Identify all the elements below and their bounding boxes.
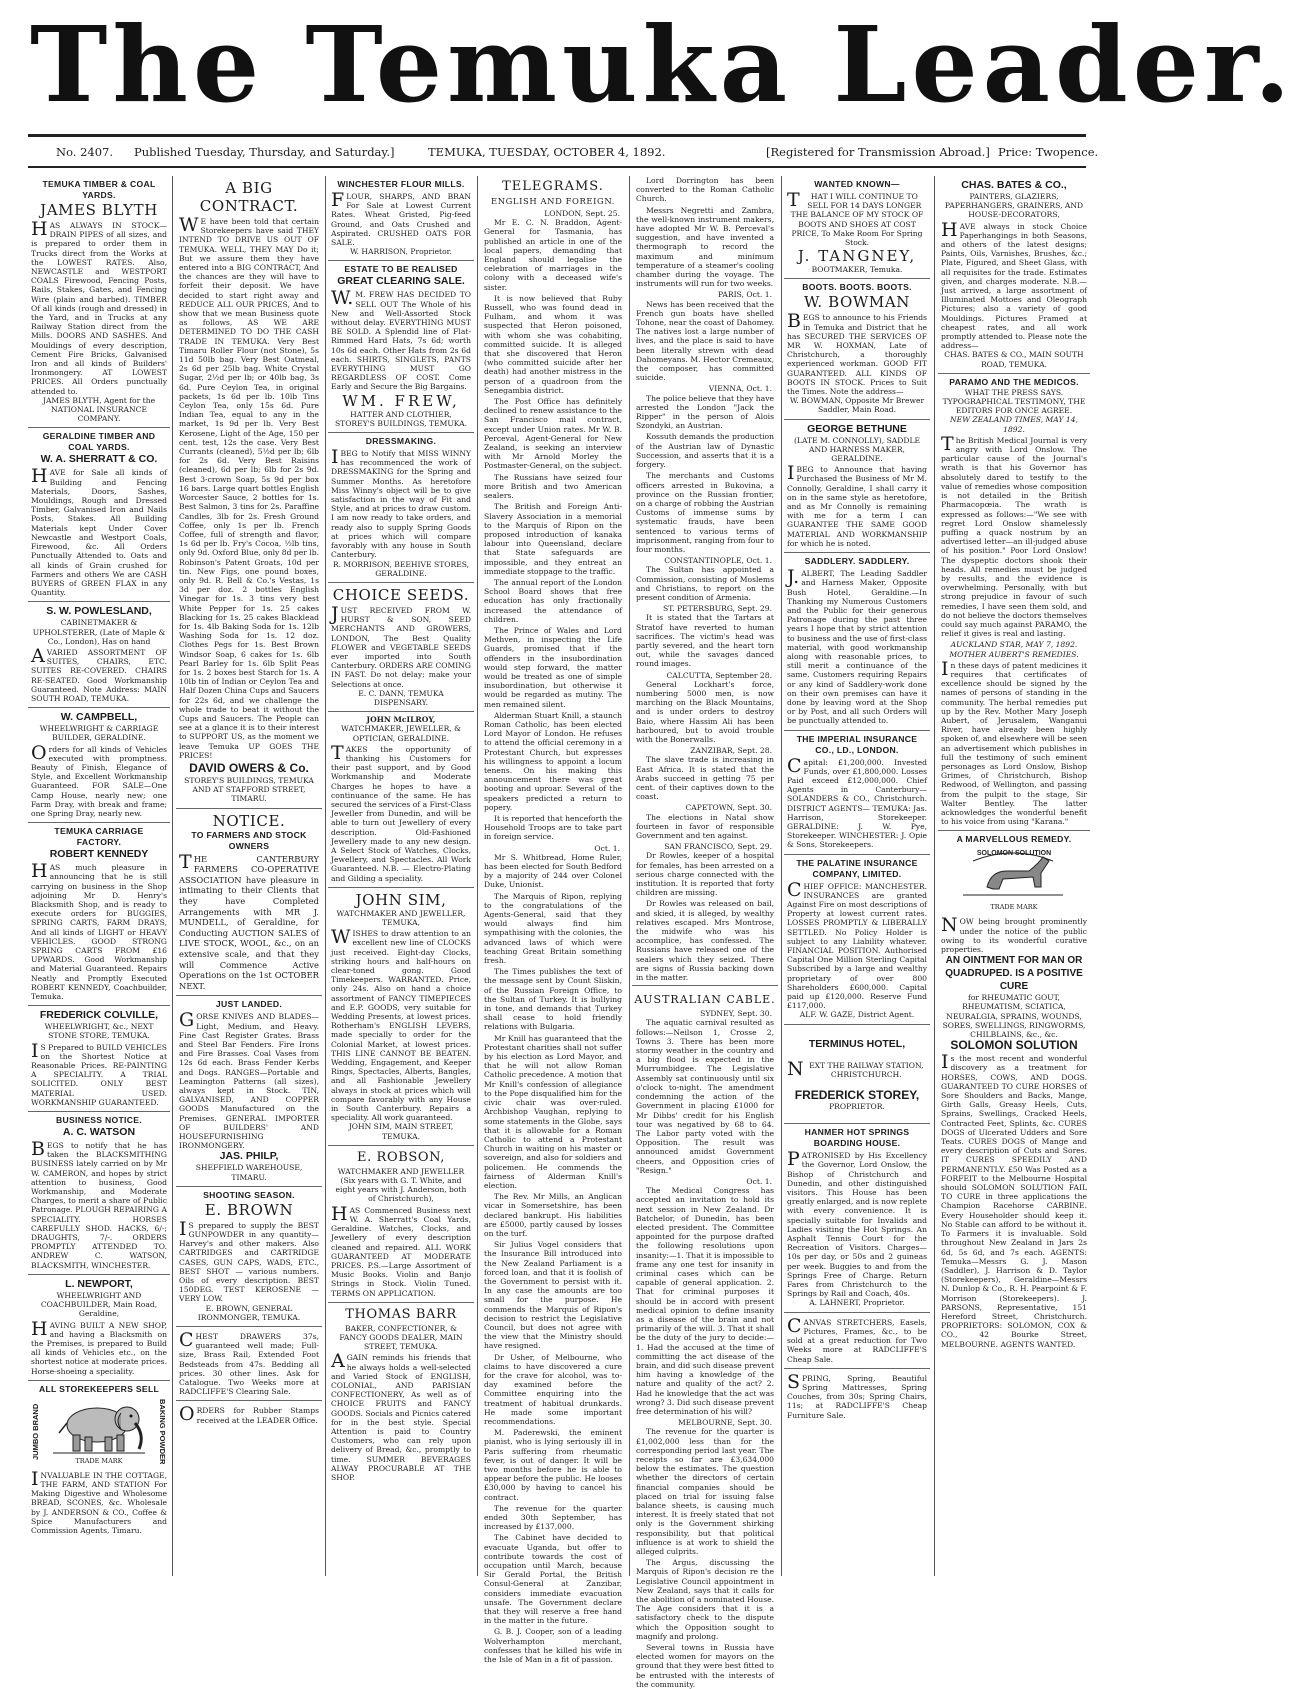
advert-paramo: [938, 374, 1090, 832]
advert-tangney: [784, 176, 930, 279]
advert-subheading: GREAT CLEARING SALE.: [337, 275, 465, 288]
advert-text: IBEG to Announce that having Purchased the Business of Mr M. Connolly, Geraldine, I shall carry it on in the same style as heretofore, and as Mr Connolly is remaining with me for a term I can GUARANTEE THE SAME GOOD MATERIAL AND WORKMANSHIP for which he is noted.: [787, 462, 927, 548]
advert-heading: JUST LANDED.: [215, 999, 283, 1010]
news-paragraph: Mr S. Whitbread, Home Ruler, has been elected for South Bedford by a majority of 244 over Colonel Duke, Unionist.: [484, 852, 622, 890]
advert-kennedy: [28, 823, 170, 1006]
advert-text: IS prepared to supply the BEST GUNPOWDER in any quantity—Harvey's and other makers. Also CARTRIDGES and CARTRIDGE CASES, GUN CAPS, WADS, ETC., BEST SHOT — various numbers. Oils of every description. BEST 150DEG. TEST KEROSENE — VERY LOW.: [179, 1217, 319, 1304]
advert-hanmer-springs: [784, 1124, 930, 1312]
advert-signature: W. HARRISON, Proprietor.: [350, 247, 452, 257]
advert-heading: THE PALATINE INSURANCE COMPANY, LIMITED.: [796, 857, 918, 879]
news-paragraph: Mr E. C. N. Braddon, Agent-General for Tasmania, has published an article in one of the local papers, demanding that England should legalise the celebration of marriages in the colony with a deceased wife's sister.: [484, 218, 622, 292]
advert-heading: BOOTS. BOOTS. BOOTS.: [802, 282, 912, 293]
advert-robson: [328, 1146, 474, 1303]
advert-signature: ALF. W. GAZE, District Agent.: [799, 1010, 915, 1020]
advert-subheading: WATCHMAKER, JEWELLER, & OPTICIAN, GERALDINE.: [341, 724, 461, 743]
advert-heading: BUSINESS NOTICE.: [56, 1115, 142, 1126]
advert-signature: BOOTMAKER, Temuka.: [811, 265, 903, 275]
news-paragraph: The Medical Congress has accepted an invitation to hold its next session in New Zealand. Dr Batchelor, of Dunedin, has been elected president. The Committee appointed for the purpose drafted the following resolutions upon insanity:—1. That it is impossible to frame any one test for insanity in criminal cases which can be capable of general application. 2. That for criminal purposes it should be in accord with present medical opinion to define insanity as a disease of the brain and not primarily of the will. 3. That it shall be the duty of the jury to decide:—1. Had the accused at the time of committing the act disease of the brain, and did such disease prevent him having a knowledge of the nature and quality of the act? 2. Had he knowledge that the act was wrong? 3. Did such disease prevent free determination of his will?: [636, 1186, 774, 1416]
advert-heading: A MARVELLOUS REMEDY.: [956, 834, 1072, 845]
advert-text: IS Prepared to BUILD VEHICLES on the Shortest Notice at Reasonable Prices. RE-PAINTING A SPECIALITY. A TRIAL SOLICITED. ONLY BEST MATERIAL USED. WORKMANSHIP GUARANTEED.: [31, 1039, 167, 1107]
column-5: [632, 176, 778, 1689]
advert-text: W.M. FREW HAS DECIDED TO SELL OUT The Whole of his New and Well-Assorted Stock without delay. EVERYTHING MUST BE SOLD. A Splendid line of Flat-Rimmed Hard Hats, 7s 6d; worth 10s 6d each. Other Hats from 2s 6d each. SHIRTS, SINGLETS, PANTS EVERYTHING MUST GO REGARDLESS OF COST. Come Early and Secure the Big Bargains.: [331, 287, 471, 392]
advert-text: HAS ALWAYS IN STOCK— DRAIN PIPES of all sizes, and is prepared to order them in Trucks direct from the Works at the LOWEST RATES. Also, NEWCASTLE and WESTPORT COALS Firewood, Fencing Posts, Rails, Stakes, Gates, and Fencing Wire (plain and barbed). TIMBER Of all kinds (rough and dressed) in the Yard, and in Trucks at any Railway Station direct from the Mills. DOORS AND SASHES. And Mouldings of every description, Cement Fire Bricks, Galvanised Iron and all kinds of Builders' Ironmongery. AT LOWEST PRICES. All Orders punctually attended to.: [31, 218, 167, 396]
masthead: [0, 0, 1295, 132]
section-heading-australian-cable: AUSTRALIAN CABLE.: [634, 993, 776, 1007]
advert-terminus-hotel: [784, 1025, 930, 1125]
advertiser-name: THOMAS BARR: [345, 1306, 457, 1322]
trade-mark-caption: TRADE MARK: [75, 1456, 123, 1465]
advert-subheading: BAKER, CONFECTIONER, & FANCY GOODS DEALER, MAIN STREET, TEMUKA.: [339, 1323, 463, 1352]
column-4: [480, 176, 626, 1665]
advert-subheading: WATCHMAKER AND JEWELLER (Six years with G. T. White, and eight years with J. Anderson, both of Christchurch),: [335, 1166, 467, 1204]
advert-signature: SHEFFIELD WAREHOUSE, TIMARU.: [195, 1163, 303, 1182]
advert-text: INVALUABLE IN THE COTTAGE, THE FARM, AND STATION For Making Digestive and Wholesome BREAD, SCONES, &c. Wholesale by J. ANDERSON & CO., Coffee & Spice Manufacturers and Commission Agents, Timaru.: [31, 1467, 167, 1535]
advert-watson: [28, 1112, 170, 1275]
advert-solomon-solution: [938, 831, 1090, 1352]
advert-subheading: WHAT THE PRESS SAYS. TYPOGRAPHICAL TESTIMONY, THE EDITORS FOR ONCE AGREE.: [942, 387, 1086, 416]
advert-sherratt: [28, 428, 170, 602]
advert-just-landed: [176, 996, 322, 1186]
solomon-logo-label: SOLOMON SOLUTION: [976, 850, 1052, 858]
advert-text: Capital: £1,200,000. Invested Funds, over £1,800,000. Losses Paid exceed £12,000,000. Chief Agents in Canterbury—SOLANDERS & CO., Christchurch. DISTRICT AGENTS— TEMUKA: Jas. Harrison, Storekeeper. GERALDINE: J. W. Pye, Storekeeper. WINCHESTER: J. Opie & Sons, Storekeepers.: [787, 754, 927, 850]
advert-text: for RHEUMATIC GOUT, RHEUMATISM, SCIATICA, NEURALGIA, SPRAINS, WOUNDS, SORES, SWELLINGS, RINGWORMS, CHILBLAINS, &c., &c.: [942, 993, 1086, 1040]
advert-subheading: WATCHMAKER AND JEWELLER, TEMUKA,: [336, 908, 466, 927]
jumbo-trade-mark: [31, 1395, 167, 1469]
advert-text: The British Medical Journal is very angry with Lord Onslow. The particular cause of the Journal's wrath is that his Governor has absolutely dared to testify to the value of remedies whose composition is not detailed in the British Pharmacopœia. The wrath is expressed as follows:—"We see with regret Lord Onslow shamelessly puffing a quack nostrum by an advertised letter—an ill-judged abuse of his position." Poor Lord Onslow! The dyspeptic doctors shook their heads. All remedies must be judged by results, and the evidence is overwhelming. Personally, with but strong prejudice in favour of such remedies, I have seen them sold, and do not believe the doctors themselves could say much against PARAMO, the relief it gives is real and lasting.: [941, 432, 1087, 639]
issue-number: No. 2407.: [56, 145, 114, 159]
newspaper-title: The Temuka Leader.: [30, 3, 1295, 126]
advert-imperial-insurance: [784, 731, 930, 855]
solomon-trade-mark: [941, 845, 1087, 915]
advert-text: TAKES the opportunity of thanking his Customers for their past support, and by Good Workmanship and Moderate Charges he hopes to have a continuance of the same. He has secured the services of a First-Class Jeweller from Dunedin, and will be able to turn out Jewellery of every description. Old-Fashioned Jewellery made to any new design. A Select Stock of Watches, Clocks, Jewellery, and Spectacles. All Work Guaranteed. N.B. — Electro-Plating and Gilding a speciality.: [331, 741, 471, 883]
telegram-dateline: CAPETOWN, Sept. 30.: [685, 803, 772, 813]
advert-heading: A BIG CONTRACT.: [199, 179, 299, 215]
news-paragraph: It is stated that the Tartars at Stratof have reverted to human sacrifices. The victim's head was partly severed, and the heart torn out, while the savages danced round images.: [636, 613, 774, 669]
telegram-dateline: LONDON, Sept. 25.: [544, 209, 620, 218]
advert-big-contract: [176, 176, 322, 809]
dateline-rule: [28, 166, 1086, 168]
news-paragraph: General Lockhart's force, numbering 5000 men, is now marching on the Black Mountains, and is under orders to destroy Baio, where Hassim Ali has been harboured, but to avoid trouble with the Bonerwalls.: [636, 679, 774, 744]
advertiser-name: E. BROWN: [204, 1200, 294, 1219]
advert-spring-mattresses: [784, 1369, 930, 1424]
advert-text: NOW being brought prominently under the notice of the public owing to its wonderful curative properties.: [941, 914, 1087, 955]
price: Price: Twopence.: [998, 145, 1099, 159]
news-paragraph: The Marquis of Ripon, replying to the congratulations of the Agents-General, said that they would always find him sympathising with the colonies, the advanced laws of which were teaching Great Britain something fresh.: [484, 891, 622, 966]
news-paragraph: The Cabinet have decided to evacuate Uganda, but offer to contribute towards the cost of occupation until March, because Sir Gerald Portal, the British Consul-General at Zanzibar, considers immediate evacuation unsafe. The Government declare that they will reserve a free hand in the matter in the future.: [484, 1533, 622, 1626]
advertiser-name: JAS. PHILP,: [219, 1150, 279, 1163]
advert-heading: CHOICE SEEDS.: [332, 585, 470, 604]
advert-heading: TEMUKA CARRIAGE FACTORY.: [54, 826, 144, 848]
baking-powder-label: BAKING POWDER: [158, 1399, 167, 1465]
telegrams-continued: [632, 176, 778, 982]
advert-text: BEGS to notify that he has taken the BLACKSMITHING BUSINESS lately carried on by Mr W. CAMERON, and hopes by strict attention to business, Good Workmanship, and Moderate Charges, to merit a share of Public Patronage. PLOUGH REPAIRING A SPECIALITY. HORSES CAREFULLY SHOD. HACKS, 6/-; DRAUGHTS, 7/-. ORDERS PROMPTLY ATTENDED TO. ANDREW C. WATSON, BLACKSMITH, WINCHESTER.: [31, 1138, 167, 1270]
advert-text: HAS much pleasure in announcing that he is still carrying on business in the Shop adjoining Mr D. Henry's Blacksmith Shop, and is ready to execute orders for BUGGIES, SPRING CARTS, FARM DRAYS, And all kinds of LIGHT or HEAVY VEHICLES. GOOD STRONG SPRING CARTS FROM £16 UPWARDS. Good Workmanship and Material Guaranteed. Repairs Neatly and Promptly Executed ROBERT KENNEDY, Coachbuilder, Temuka.: [31, 860, 167, 1002]
advertiser-name: WM. FREW,: [342, 391, 460, 410]
advert-signature: R. MORRISON, BEEHIVE STORES, GERALDINE.: [332, 559, 470, 578]
advert-subheading: CABINETMAKER & UPHOLSTERER, (Late of Maple & Co., London), Has on hand: [32, 618, 166, 646]
news-paragraph: The Times publishes the text of the message sent by Count Sliskin, of the Russian Foreign Office, to the Sultan of Turkey. It is bullying in tone, and demands that Turkey shall cease to hold friendly relations with Bulgaria.: [484, 967, 622, 1032]
advert-chas-bates: [938, 176, 1090, 374]
advert-text: ORDERS for Rubber Stamps received at the LEADER Office.: [179, 1403, 319, 1426]
advert-heading: NOTICE.: [212, 811, 286, 830]
advertiser-name: FREDERICK COLVILLE,: [39, 1009, 159, 1022]
advert-text: HAVE always in stock Choice Paperhangings in both Seasons, and others of the latest designs; Paints, Oils, Varnishes, Brushes, &c.; Plate, Figured, and Sheet Glass, with all requisites for the trade. Estimates given, and charges moderate. N.B.—Just arrived, a large assortment of Illuminated Mottoes and Oleograph Pictures; also a variety of good Mouldings. Pictures Framed at cheapest rates, and all work promptly attended to. Please note the address—: [941, 218, 1087, 351]
news-paragraph: The Sultan has appointed a Commission, consisting of Moslems and Christians, to report on the present condition of Armenia.: [636, 565, 774, 602]
news-paragraph: Dr Rowles was released on bail, and skied, it is alleged, by wealthy relatives escaped. Mrs Montrose, the midwife who was his accomplice, has confessed. The Russians have released one of the sealers which they seized. There are signs of Russia backing down in the matter.: [636, 899, 774, 983]
advert-signature: W. BOWMAN, Opposite Mr Brewer Saddler, Main Road.: [789, 396, 925, 415]
advert-text: CANVAS STRETCHERS, Easels, Pictures, Frames, &c., to be sold at a great reduction for Two Weeks more at RADCLIFFE'S Cheap Sale.: [787, 1314, 927, 1364]
news-paragraph: It is reported that henceforth the Household Troops are to take part in foreign service.: [484, 814, 622, 842]
advert-bethune: [784, 420, 930, 553]
dateline: [56, 141, 1099, 163]
section-divider: [632, 985, 778, 986]
advert-powlesland: [28, 602, 170, 708]
telegram-dateline: Oct. 1.: [594, 843, 620, 853]
advert-signature: HATTER AND CLOTHIER, STOREY'S BUILDINGS, TEMUKA.: [334, 409, 468, 428]
telegram-dateline: SYDNEY, Sept. 30.: [700, 1009, 772, 1019]
advert-text: AGAIN reminds his friends that he always holds a well-selected and Varied Stock of ENGLISH, COLONIAL, AND PARISIAN CONFECTIONERY, As well as of CHOICE FRUITS and FANCY GOODS. Socials and Picnics catered for in the best style. Special Attention is paid to Country Customers, who can rely upon delivery of Bread, &c., promptly to time. SUMMER BEVERAGES ALWAY PROCURABLE AT THE SHOP.: [331, 1350, 471, 1482]
news-paragraph: News has been received that the French gun boats have shelled Tohone, near the coast of Dahomey. The natives lost a large number of lives, and the place is said to have been literally strewn with dead Dahomeyans. M. Hector Cremeaux, the composer, has committed suicide.: [636, 299, 774, 383]
australian-cable-body: [632, 1009, 778, 1689]
telegram-dateline: MELBOURNE, Sept. 30.: [678, 1418, 772, 1428]
news-paragraph: The Russians have seized four more British and two American sealers.: [484, 472, 622, 501]
advert-signature: E. C. DANN, TEMUKA DISPENSARY.: [358, 688, 444, 707]
news-paragraph: The Prince of Wales and Lord Methven, in inspecting the Life Guards, promised that if the offenders in the insubordination would step forward, the matter would be treated as one of simple insubordination, but otherwise it would be regarded as mutiny. The men remained silent.: [484, 625, 622, 709]
advert-newport: [28, 1275, 170, 1381]
advert-subheading: WHEELWRIGHT AND COACHBUILDER, Main Road, Geraldine,: [40, 1290, 158, 1319]
advert-heading: TEMUKA TIMBER & COAL YARDS.: [42, 179, 156, 200]
advert-canvas-stretchers: [784, 1313, 930, 1369]
advert-subheading: (LATE M. CONNOLLY), SADDLE AND HARNESS MAKER, GERALDINE.: [793, 435, 921, 464]
advert-colville: [28, 1006, 170, 1112]
news-paragraph: The revenue for the quarter is £1,002,000 less than for the corresponding period last year. The receipts so far are £3,634,000 below the estimates. The question whether the directors of certain financial companies should be placed on trial for issuing false balance sheets, is causing much interest. It is freely stated that not only is the Government shirking responsibility, but that political influence is at work to shield the alleged culprits.: [636, 1427, 774, 1557]
advertiser-name: ROBERT KENNEDY: [49, 848, 149, 861]
column-7: [938, 176, 1090, 1576]
advert-text: HAVE for Sale all kinds of Building and Fencing Materials, Doors, Sashes, Mouldings, Rough and Dressed Timber, Galvanised Iron and Nails Posts, Stakes. All Building Materials kept Under Cover Newcastle and Westport Coals, Firewood, &c. All Orders Punctually Attended to. Oats and all kinds of Grain crushed for Farmers and others We are CASH BUYERS of GREEN FLAX in any Quantity.: [31, 465, 167, 598]
advert-text: WISHES to draw attention to an excellent new line of CLOCKS just received. Eight-day Clocks, striking hours and half-hours on clear-toned gong. Good Timekeepers. WARRANTED. Price, only 24s. Also on hand a choice assortment of FANCY TIMEPIECES and E.P. GOODS, very suitable for Wedding Presents, at lowest prices. Rotherham's ENGLISH LEVERS, made specially to order for the Colonial Market, at lowest prices. THIS LINE CANNOT BE BEATEN. Wedding, Engagement, and Keeper Rings, Spectacles, Alberts, Bangles, and all Fashionable Jewellery always in stock at prices which will compare favorably with any House in South Canterbury. Repairs a speciality. All work guaranteed.: [331, 926, 471, 1123]
column-3: [328, 176, 474, 1576]
advert-signature: PROPRIETOR.: [829, 1102, 885, 1112]
section-subheading: ENGLISH AND FOREIGN.: [490, 196, 615, 206]
advert-text: CHIEF OFFICE: MANCHESTER. INSURANCES are granted Against Fire on most descriptions of Property at lowest current rates. LOSSES PROMPTLY & LIBERALLY SETTLED. No Policy Holder is subject to any Liability whatever. FINANCIAL POSITION. Authorised Capital One Million Sterling Capital Subscribed by a large and wealthy proprietary of over 800 Shareholders £600,000. Capital paid up £120,000. Reserve Fund £117,000.: [787, 878, 927, 1011]
advertiser-name: W. BOWMAN: [803, 293, 911, 312]
advert-text: PATRONISED by His Excellency the Governor, Lord Onslow, the Bishop of Christchurch and Dunedin, and other distinguished visitors. This House has been greatly enlarged, and is now replete with every convenience. It is specially suitable for Invalids and Ladies visiting the Hot Springs. An Asphalt Tennis Court for the Recreation of Visitors. Charges—10s per day, or 50s and 2 guineas per week. Buggies to and from the Springs Free of Charge. Return Fares from Christchurch to the Springs by Rail and Coach, 40s.: [787, 1148, 927, 1299]
advert-rubber-stamps: [176, 1401, 322, 1428]
advert-heading: HANMER HOT SPRINGS BOARDING HOUSE.: [804, 1127, 910, 1149]
advert-heading: GERALDINE TIMBER AND COAL YARDS.: [42, 431, 156, 453]
news-paragraph: It is now believed that Ruby Russell, who was found dead in Fulham, and whom it was suspected that Heron poisoned, with whom she was cohabiting, committed suicide. It is alleged that she discovered that Heron (who committed suicide after her death) had another mistress in the person of a quadroon from the Senegambia district.: [484, 293, 622, 395]
advert-text: THAT I WILL CONTINUE TO SELL FOR 14 DAYS LONGER THE BALANCE OF MY STOCK OF BOOTS AND SHOES AT COST PRICE, To Make Room For Spring Stock.: [787, 189, 924, 248]
advert-jumbo-brand: [28, 1381, 170, 1539]
masthead-rule: [28, 134, 1086, 137]
news-paragraph: Messrs Negretti and Zambra, the well-known instrument makers, have adopted Mr W. B. Perceval's suggestion, and have invented a thermograph to record the maximum and minimum temperature of a steamer's cooling chamber during the voyage. The instruments will run for two weeks.: [636, 205, 774, 289]
advertiser-name: W. A. SHERRATT & CO.: [40, 453, 158, 466]
advertiser-name: J. TANGNEY,: [797, 247, 917, 266]
advert-campbell: [28, 708, 170, 823]
registration-note: [Registered for Transmission Abroad.]: [766, 145, 990, 159]
advertiser-name: JOHN SIM,: [355, 890, 447, 909]
advert-text: WE have been told that certain Storekeepers have said THEY INTEND TO DRIVE US OUT OF TEMUKA. WELL, THEY MAY Do it; But we assure them they have entered into a BIG CONTRACT, And the chances are they will have to forfeit their deposit. We have decided to start right away and REDUCE ALL OUR PRICES, And to show that we mean Business quote as follows, AS WE ARE DETERMINED TO DO THE CASH TRADE IN TEMUKA. Very Best Timaru Roller Flour (not Stone), 5s 11d 50lb bag. Very Best Oatmeal, 2s 6d per 25lb bag. White Crystal Sugar, 2½d per lb; or 40lb bag, 3s 6d. Pure Ceylon Tea, in original packets, 1s 6d per lb. 10lb Tins Ceylon Tea, only 15s 6d. Pure Indian Tea, equal to any in the market, 1s 9d per lb. Very Best Kerosene, Light of the Age, 150 per cent. test, 12s the case. Very Best Currants (cleaned), 5½d per lb; 6lb for 2s 6d. Very Best Raisins (cleaned), 6d per lb; 6lb for 2s 9d. Best 3-crown Soap, 5s 9d per box 16 bars. Large quart bottles English Worcester Sauce, 2 bottles for 1s. Best Salmon, 3 tins for 2s. Paraffine Candles, 3lb for 2s. Fresh Ground Coffee, only 1s per lb. French Coffee, full of strength and flavor, 1s 6d per lb. Fry's Cocoa, ½lb tins, only 9d. Oxford Blue, only 8d per lb. Robinson's Patent Groats, 10d per tin. New Figs, one pound boxes, only 9d. R. Bell & Co.'s Vestas, 1s 3d per doz. 2 bottles English Vinegar for 1s. 3 tins very best White Pepper for 1s. 25 cakes Blacking for 1s. 25 cakes Blacklead for 1s. 4lb Baking Soda for 1s. 12lb Washing Soda for 1s. 12 doz. Clothes Pegs for 1s. Best Brown Windsor Soap, 6 cakes for 1s. 6lb Pearl Barley for 1s. 6lb Split Peas for 1s. 2 boxes best Starch for 1s. A 10lb tin of Indian or Ceylon Tea and Half Dozen China Cups and Saucers for 22s 6d, and we challenge the whole trade to beat it without the Cups and Saucers. The People can see at a glance it is to their interest to SUPPORT US, as the moment we leave Temuka UP GOES THE PRICES!: [179, 214, 319, 760]
news-paragraph: The British and Foreign Anti-Slavery Association in a memorial to the Marquis of Ripon on the proposed introduction of kanaka labour into Queensland, declare that State safeguards are impossible, and they entreat an immediate stoppage to the traffic.: [484, 502, 622, 576]
news-paragraph: The merchants and Customs officers arrested in Bukovina, a province on the Russian frontier, on a charge of robbing the Austrian Customs of immense sums by systematic frauds, have been sentenced to various terms of imprisonment, ranging from four to four months.: [636, 471, 774, 554]
advert-clearing-sale: [328, 261, 474, 433]
advert-subheading: PAINTERS, GLAZIERS, PAPERHANGERS, GRAINERS, AND HOUSE-DECORATORS,: [944, 192, 1084, 220]
news-paragraph: The Rev. Mr Mills, an Anglican vicar in Somersetshire, has been declared bankrupt. His liabilities are £5000, partly caused by losses on the turf.: [484, 1192, 622, 1238]
advert-text: Orders for all kinds of Vehicles executed with promptness. Beauty of Finish, Elegance of Style, and Excellent Workmanship Guaranteed. FOR SALE—One Camp House, nearly new; one Farm Dray, with break and frame; one Spring Dray, nearly new.: [31, 741, 167, 818]
advert-thomas-barr: [328, 1303, 474, 1486]
advert-text: FLOUR, SHARPS, AND BRAN For Sale at Lowest Current Rates. Wheat Gristed, Pig-feed Ground, and Oats Crushed and Aspirated. CRUSHED OATS FOR SALE.: [331, 189, 471, 248]
advertiser-name: W. CAMPBELL,: [60, 711, 138, 724]
advert-heading: THE IMPERIAL INSURANCE CO., LD., LONDON.: [796, 733, 918, 755]
news-paragraph: Lord Dorrington has been converted to the Roman Catholic Church.: [636, 176, 774, 204]
advertiser-name: A. C. WATSON: [62, 1126, 136, 1139]
advert-text: BEGS to announce to his Friends in Temuka and District that he has SECURED THE SERVICES OF MR W. HOXMAN, Late of Christchurch, a thoroughly experienced workman. GOOD FIT GUARANTEED. ALL KINDS OF BOOTS IN STOCK. Prices to Suit the Times. Note the address—: [787, 310, 927, 397]
advert-text: J.ALBERT, The Leading Saddler and Harness Maker, Opposite Bush Hotel, Geraldine.—In Thanking my Numerous Customers and the Public for their generous Patronage during the past three years I hope that by strict attention to business and the use of first-class material, with good workmanship along with reasonable prices, to still merit a continuance of the same. Customers requiring Repairs or any kind of Saddlery-work done on their own premises can have it done by leaving word at the Shop or by Post, and all such Orders will be punctually attended to.: [787, 566, 927, 726]
advert-text: NEXT THE RAILWAY STATION, CHRISTCHURCH.: [787, 1057, 924, 1080]
advertiser-name: L. NEWPORT,: [65, 1277, 133, 1290]
advertiser-name: S. W. POWLESLAND,: [46, 605, 152, 618]
advert-subheading: AN OINTMENT FOR MAN OR QUADRUPED. IS A POSITIVE CURE: [945, 955, 1083, 993]
telegram-dateline: PARIS, Oct. 1.: [718, 290, 772, 300]
column-1: [28, 176, 170, 1576]
advert-text: SPRING, Spring, Beautiful Spring Mattresses, Spring Couches, from 30s; Spring Chairs, 11s; at RADCLIFFE'S Cheap Furniture Sale.: [787, 1370, 927, 1420]
advert-signature: CHAS. BATES & CO., MAIN SOUTH ROAD, TEMUKA.: [944, 350, 1084, 369]
advert-signature: JOHN SIM, MAIN STREET, TEMUKA.: [348, 1122, 454, 1141]
elephant-icon: [45, 1399, 153, 1457]
news-paragraph: Sir Julius Vogel considers that the Insurance Bill introduced into the New Zealand Parliament is a forced loan, and that it is foolish of the Government to persist with it. In any case the amounts are too small for the purpose. He commends the Marquis of Ripon's decision to restrict the Legislative Council, but does not agree with the view that the Ministry should have resigned.: [484, 1240, 622, 1351]
telegrams-body: [480, 209, 626, 1664]
news-paragraph: Several towns in Russia have elected women for mayors on the ground that they were best fitted to be entrusted with the interests of the community.: [636, 1643, 775, 1689]
advertiser-name: CHAS. BATES & CO.,: [961, 179, 1067, 191]
advert-text: JUST RECEIVED FROM W. HURST & SON, SEED MERCHANTS AND GROWERS, LONDON, The Best Quality FLOWER and VEGETABLE SEEDS ever imported into South Canterbury. ORDERS ARE COMING IN FAST. Do not delay; make your Selections at once.: [331, 602, 471, 689]
advert-subheading: WHEELWRIGHT & CARRIAGE BUILDER, GERALDINE.: [39, 724, 159, 743]
news-paragraph: G. B. J. Cooper, son of a leading Wolverhampton merchant, confesses that he killed his wife in the Isle of Man in a fit of passion.: [484, 1627, 622, 1665]
advert-heading: WINCHESTER FLOUR MILLS.: [337, 179, 465, 189]
advert-signature: JAMES BLYTH, Agent for the NATIONAL INSURANCE COMPANY.: [42, 395, 156, 424]
place-date: TEMUKA, TUESDAY, OCTOBER 4, 1892.: [428, 145, 666, 159]
news-paragraph: Mr Knill has guaranteed that the Protestant charities shall not suffer by his election as Lord Mayor, and that he will not allow Roman Catholic precedence. A motion that Mr Knill's confession of allegiance to the Pope disqualified him for the civic chair was over-ruled. Archbishop Vaughan, replying to some statements in the Globe, says that it is allowable for a Roman Catholic to attend a Protestant Church in waiting on his master or sovereign, and also for soldiers and policemen. He commends the fairness of Alderman Knill's election.: [484, 1033, 622, 1190]
news-paragraph: Alderman Stuart Knill, a staunch Roman Catholic, has been elected Lord Mayor of London. He refuses to attend the official ceremony in a Protestant Church, but expresses his willingness to appoint a locum tenens. On his making this announcement there was great booting and uproar. Several of the speakers predicted a return to popery.: [484, 710, 622, 812]
advertiser-name: JAMES BLYTH: [40, 201, 158, 219]
news-paragraph: The Post Office has definitely declined to renew assistance to the San Francisco mail contract, except under Union rates. Mr W. B. Perceval, Agent-General for New Zealand, is seeking an interview with Mr Arnold Morley the Postmaster-General, on the subject.: [484, 397, 622, 471]
telegram-dateline: ST. PETERSBURG, Sept. 29.: [663, 604, 772, 614]
telegram-dateline: CALCUTTA, September 28.: [666, 670, 772, 680]
advert-heading: WANTED KNOWN—: [814, 179, 900, 189]
news-paragraph: The aquatic carnival resulted as follows:—Neilson 1, Crosse 2, Towns 3. There has been more stormy weather in the country and a big flood is expected in the Murrumbidgee. The Legislative Assembly sat continuously until six o'clock to-night. The amendment condemning the action of the Government in placing £1000 for Mr Dibbs' credit for his English tour was negatived by 68 to 64. The Labor party voted with the Opposition. The result was announced amidst Government cheers, and Opposition cries of "Resign.": [636, 1018, 774, 1175]
trade-mark-caption: TRADE MARK: [990, 903, 1038, 912]
advert-heading: PARAMO AND THE MEDICOS.: [949, 376, 1079, 387]
telegram-dateline: Oct. 1.: [746, 1176, 772, 1186]
news-paragraph: The Argus, discussing the Marquis of Ripon's decision re the Legislative Council appointment in New Zealand, says that it calls for the abolition of a nominated House. The Age considers that it is a satisfactory check to the dispute which the Opposition sought to magnify and prolong.: [636, 1558, 774, 1641]
advertiser-name: DAVID OWERS & Co.: [189, 760, 309, 775]
advert-heading: ALL STOREKEEPERS SELL: [38, 1383, 160, 1394]
publication-days: Published Tuesday, Thursday, and Saturday.]: [134, 145, 395, 159]
advert-subheading: WHEELWRIGHT, &c., NEXT STONE STORE, TEMUKA.: [44, 1022, 154, 1041]
news-paragraph: M. Paderewski, the eminent pianist, who is lying seriously ill in Paris suffering from rheumatic fever, is out of danger. It will be two months before he is able to appear before the public. He looses £30,000 by having to cancel his contract.: [484, 1428, 622, 1502]
advert-heading: TERMINUS HOTEL,: [808, 1037, 906, 1050]
advert-text: HAVING BUILT A NEW SHOP, and having a Blacksmith on the Premises, is prepared to Build all kinds of Vehicles etc., on the shortest notice at moderate prices. Horse-shoeing a speciality.: [31, 1317, 167, 1376]
advert-signature: A. LAHNERT, Proprietor.: [809, 1298, 905, 1308]
press-source: AUCKLAND STAR, MAY 7, 1892. MOTHER AUBERT'S REMEDIES.: [949, 640, 1079, 659]
advert-notice-farmers: [176, 809, 322, 997]
advert-heading: ESTATE TO BE REALISED: [344, 264, 458, 275]
news-paragraph: The revenue for the quarter ended 30th September, has increased by £137,000.: [484, 1503, 622, 1532]
news-paragraph: Dr Usher, of Melbourne, who claims to have discovered a cure for the crave for alcohol, was to-day examined before the Committee enquiring into the treatment of habitual drunkards. He made some important recommendations.: [484, 1352, 622, 1426]
advert-john-sim: [328, 888, 474, 1146]
advert-palatine-insurance: [784, 855, 930, 1025]
advert-flour-mills: [328, 176, 474, 261]
telegram-dateline: CONSTANTINOPLE, Oct. 1.: [664, 556, 772, 566]
advert-dressmaking: [328, 433, 474, 583]
advert-text: CHEST DRAWERS 37s, guaranteed well made; Full-size, Brass Rail, Extended Foot Bedsteads from 47s. Bedding all prices. 30 other lines. Ask for Catalogue. Two Weeks more at RADCLIFFE'S Clearing Sale.: [179, 1329, 319, 1397]
product-name: SOLOMON SOLUTION: [950, 1038, 1078, 1053]
jumbo-brand-label: JUMBO BRAND: [31, 1403, 40, 1460]
advert-text: HAS Commenced Business next W. A. Sherratt's Coal Yards, Geraldine. Watches, Clocks, and Jewellery of every description cleaned and repaired. ALL WORK GUARANTEED AT MODERATE PRICES. P.S.—Large Assortment of Music Books. Violin and Banjo Strings in Stock. Violin Tuned. TERMS ON APPLICATION.: [331, 1202, 471, 1298]
advert-mcilroy: [328, 712, 474, 888]
advert-subheading: TO FARMERS AND STOCK OWNERS: [191, 829, 307, 851]
telegram-dateline: VIENNA, Oct. 1.: [708, 384, 772, 394]
advert-blyth: [28, 176, 170, 428]
advert-shooting-season: [176, 1187, 322, 1327]
section-heading-telegrams: TELEGRAMS.: [502, 179, 604, 194]
advert-text: AVARIED ASSORTMENT OF SUITES, CHAIRS, ETC. SUITES RE-COVERED. CHAIRS RE-SEATED. Good Workmanship Guaranteed. Note Address: MAIN SOUTH ROAD, TEMUKA.: [31, 644, 167, 703]
advertiser-name: GEORGE BETHUNE: [807, 422, 907, 435]
advert-albert-saddlery: [784, 553, 930, 730]
news-paragraph: The elections in Natal show fourteen in favor of responsible Government and ten against.: [636, 812, 774, 841]
advert-heading: SADDLERY. SADDLERY.: [804, 556, 910, 567]
advert-text: THE CANTERBURY FARMERS CO-OPERATIVE ASSOCIATION have pleasure in intimating to their Clients that they have Completed Arrangements with MR J. MUNDELL, of Geraldine, for Conducting AUCTION SALES of LIVE STOCK, WOOL, &c., on an extensive scale, and that they will Commence Active Operations on the 1st OCTOBER NEXT.: [179, 850, 319, 991]
advert-chest-drawers: [176, 1327, 322, 1401]
column-2: [176, 176, 322, 1576]
advert-signature: STOREY'S BUILDINGS, TEMUKA AND AT STAFFORD STREET, TIMARU.: [184, 775, 314, 804]
advert-signature: E. BROWN, GENERAL IRONMONGER, TEMUKA.: [197, 1303, 301, 1322]
telegram-dateline: SAN FRANCISCO, Sept. 29.: [664, 842, 772, 852]
advert-text: GORSE KNIVES AND BLADES—Light, Medium, and Heavy. Fine Cast Register Grates. Brass and Steel Bar Fenders. Fire Irons and Fire Brasses. Coal Vases from 12s 6d each. Brass Fender Kerbs and Dogs. RANGES—Portable and Leamington Patterns (all sizes), always kept in Stock. TIN, GALVANISED, AND COPPER GOODS Manufactured on the Premises. GENERAL IMPORTER OF BUILDERS' AND HOUSEFURNISHING IRONMONGERY.: [179, 1009, 319, 1151]
advertiser-name: JOHN McILROY,: [366, 715, 436, 725]
news-paragraph: The police believe that they have arrested the London "Jack the Ripper" in the person of Alois Szondyki, an Austrian.: [636, 393, 774, 431]
advert-text: IBEG to Notify that MISS WINNY has recommenced the work of DRESSMAKING for the Spring and Summer Months. As heretofore Miss Winny's object will be to give satisfaction in the way of Fit and Style, and at prices to draw custom. I am now ready to take orders, and ready also to supply Spring Goods at prices which will compare favorably with any house in South Canterbury.: [331, 446, 471, 560]
news-paragraph: Dr Rowles, keeper of a hospital for females, has been arrested on a serious charge connected with the institution. It is reported that forty children are missing.: [636, 851, 774, 898]
column-6: [784, 176, 930, 1576]
advertiser-name: FREDERICK STOREY,: [794, 1088, 920, 1103]
advert-choice-seeds: [328, 583, 474, 712]
telegram-dateline: ZANZIBAR, Sept. 28.: [690, 746, 772, 756]
advert-heading: DRESSMAKING.: [365, 436, 437, 447]
advert-heading: SHOOTING SEASON.: [203, 1189, 295, 1200]
advert-bowman: [784, 279, 930, 419]
advert-text: In these days of patent medicines it requires that certificates of excellence should be signed by the names of persons of standing in the community. The herbal remedies put up by the Rev. Mother Mary Joseph Aubert, of Jerusalem, Wanganui River, have already been highly spoken of, and elsewhere will be seen an advertisement which publishes in full the testimony of such eminent personages as Lord Onslow, Bishop Grimes, of Christchurch, Bishop Redwood, of Wellington, and passing from the pulpit to the stage, Sir Walter Bentley. The latter acknowledges the wonderful benefit to his voice from using "Karana.": [941, 657, 1087, 827]
press-source: NEW ZEALAND TIMES, MAY 14, 1892.: [950, 415, 1078, 434]
news-paragraph: Kossuth demands the production of the Austrian law of Dynastic Succession, and asserts that it is a forgery.: [636, 432, 774, 470]
advert-text: Is the most recent and wonderful discovery as a treatment for HORSES, COWS, AND DOGS. GUARANTEED TO CURE HORSES of Sore Shoulders and Backs, Mange, Girth Galls, Greasy Heels, Cuts, Sprains, Swellings, Cracked Heels, Contracted Feet, Splints, &c. CURES DOGS of Ulcerated Udders and Sore Teats. CURES DOGS of Mange and every description of Cuts and Sores. IT CURES SPEEDILY AND PERMANENTLY. £50 Was Posted as a FORFEIT to the Melbourne Hospital should SOLOMON SOLUTION FAIL TO CURE in three applications the Champion Racehorse CARBINE. Every Householder should keep it. No Stable can afford to be without it. To Farmers it is invaluable. Sold throughout New Zealand in Jars 2s 6d, 5s 6d, and 7s each. AGENTS: Temuka—Messrs G. J. Mason (Saddler), J. Harrison & D. Taylor (Storekeepers), Geraldine—Messrs N. Dunlop & Co., R. H. Pearpoint & F. Morrison (Storekeepers). J. PARSONS, Representative, 151 Hereford Street, Christchurch. PROPRIETORS: SOLOMON, COX & CO., 42 Bourke Street, MELBOURNE. AGENTS WANTED.: [941, 1051, 1087, 1349]
advertiser-name: E. ROBSON,: [357, 1149, 445, 1165]
news-paragraph: The annual report of the London School Board shows that free education has only fractionally increased the attendance of children.: [484, 577, 622, 624]
news-paragraph: The slave trade is increasing in East Africa. It is stated that the Arabs succeed in getting 75 per cent. of their captives down to the coast.: [636, 755, 774, 802]
